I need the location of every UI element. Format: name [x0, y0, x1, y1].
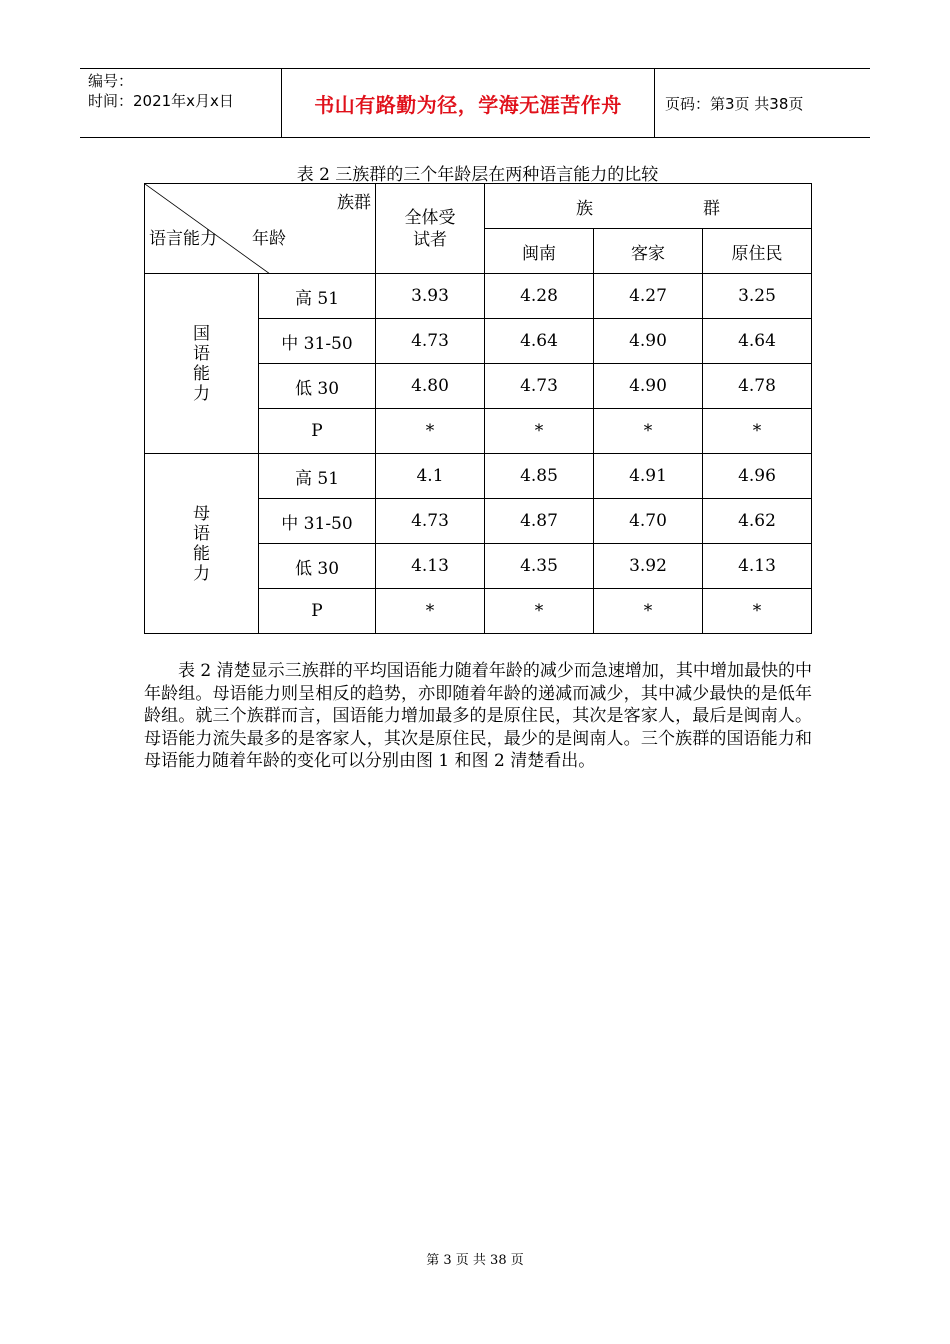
value-cell: *	[594, 409, 703, 454]
value-cell: 4.13	[376, 544, 485, 589]
value-cell: 4.80	[376, 364, 485, 409]
group-header-minnan: 闽南	[485, 229, 594, 274]
page-header	[80, 68, 870, 138]
value-cell: *	[703, 589, 812, 634]
table-row	[145, 454, 812, 499]
section-label-mandarin: 国语能力	[145, 274, 259, 454]
table-row	[145, 274, 812, 319]
value-cell: 4.78	[703, 364, 812, 409]
age-cell: 高 51	[259, 274, 376, 319]
value-cell: *	[703, 409, 812, 454]
time-label: 时间：2021年x月x日	[88, 92, 234, 110]
header-motto-cell	[282, 69, 655, 137]
value-cell: 4.35	[485, 544, 594, 589]
value-cell: 4.64	[703, 319, 812, 364]
value-cell: 3.92	[594, 544, 703, 589]
group-header-hakka: 客家	[594, 229, 703, 274]
page-footer: 第 3 页 共 38 页	[426, 1253, 524, 1268]
value-cell: 4.73	[376, 319, 485, 364]
value-cell: 4.62	[703, 499, 812, 544]
ethnic-group-header	[485, 184, 812, 229]
value-cell: 4.96	[703, 454, 812, 499]
value-cell: 4.64	[485, 319, 594, 364]
age-cell: P	[259, 589, 376, 634]
header-info	[80, 69, 282, 137]
age-cell: 低 30	[259, 544, 376, 589]
table-caption: 表 2 三族群的三个年龄层在两种语言能力的比较	[296, 165, 659, 185]
ethnic-group-label-left: 族	[576, 198, 593, 219]
corner-age-label: 年龄	[252, 229, 286, 249]
age-cell: 低 30	[259, 364, 376, 409]
number-label: 编号：	[88, 72, 134, 90]
header-page-info: 页码：第3页 共38页	[665, 94, 804, 113]
value-cell: 4.87	[485, 499, 594, 544]
header-motto: 书山有路勤为径，学海无涯苦作舟	[314, 92, 622, 117]
value-cell: 4.90	[594, 319, 703, 364]
value-cell: 4.28	[485, 274, 594, 319]
value-cell: 4.90	[594, 364, 703, 409]
section-label-mother-tongue: 母语能力	[145, 454, 259, 634]
value-cell: 4.1	[376, 454, 485, 499]
age-cell: 高 51	[259, 454, 376, 499]
body-paragraph: 表 2 清楚显示三族群的平均国语能力随着年龄的减少而急速增加，其中增加最快的中年龄组。母语能力则呈相反的趋势，亦即随着年龄的递减而减少，其中减少最快的是低年龄组。就三个族群而言，国语能力增加最多的是原住民，其次是客家人，最后是闽南人。母语能力流失最多的是客家人，其次是原住民，最少的是闽南人。三个族群的国语能力和母语能力随着年龄的变化可以分别由图 1 和图 2 清楚看出。	[144, 661, 812, 771]
value-cell: 3.93	[376, 274, 485, 319]
value-cell: 4.27	[594, 274, 703, 319]
corner-ethnic-label: 族群	[337, 193, 371, 213]
value-cell: 4.73	[485, 364, 594, 409]
age-cell: 中 31-50	[259, 499, 376, 544]
corner-ability-label: 语言能力	[149, 229, 217, 249]
value-cell: *	[594, 589, 703, 634]
value-cell: *	[485, 589, 594, 634]
comparison-table	[144, 183, 812, 634]
all-subjects-header: 全体受试者	[376, 184, 485, 274]
value-cell: 4.13	[703, 544, 812, 589]
table-corner-cell	[145, 184, 376, 274]
value-cell: *	[485, 409, 594, 454]
value-cell: 4.70	[594, 499, 703, 544]
age-cell: 中 31-50	[259, 319, 376, 364]
value-cell: 4.85	[485, 454, 594, 499]
age-cell: P	[259, 409, 376, 454]
value-cell: 3.25	[703, 274, 812, 319]
group-header-aboriginal: 原住民	[703, 229, 812, 274]
ethnic-group-label-right: 群	[703, 198, 720, 219]
value-cell: 4.91	[594, 454, 703, 499]
value-cell: *	[376, 589, 485, 634]
value-cell: *	[376, 409, 485, 454]
value-cell: 4.73	[376, 499, 485, 544]
